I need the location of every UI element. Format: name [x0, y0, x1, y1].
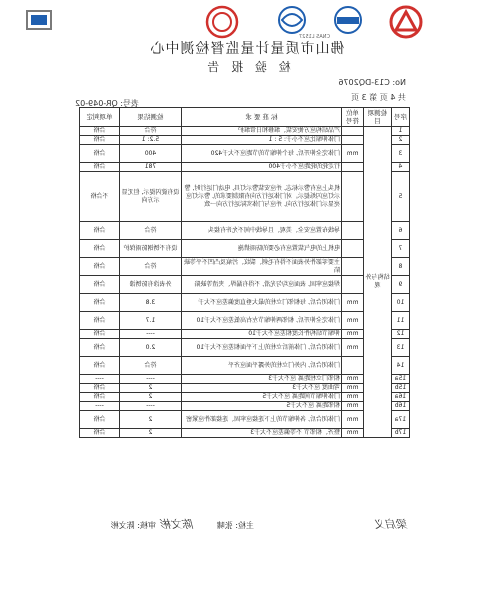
row-unit	[342, 136, 364, 145]
group-label: 结构与外观	[364, 127, 392, 438]
ilac-mra-logo	[274, 4, 310, 40]
row-unit	[342, 276, 364, 294]
row-judgement: 合格	[80, 136, 120, 145]
row-unit	[342, 240, 364, 258]
row-seq: 2	[392, 136, 410, 145]
row-seq: 6	[392, 222, 410, 240]
table-row	[80, 393, 410, 402]
table-row	[80, 357, 410, 375]
row-seq: 12	[392, 330, 410, 339]
row-unit	[342, 222, 364, 240]
row-requirement: 门体闭合后, 内外门立柱的外露平面应齐平	[182, 357, 342, 375]
approver-label: 主检: 张啸	[216, 521, 254, 530]
row-requirement: 伸缩节结构件长度相差应不大于10	[182, 330, 342, 339]
row-unit: mm	[342, 312, 364, 330]
row-judgement: 合格	[80, 294, 120, 312]
row-result: 外表涂有防锈漆	[120, 276, 182, 294]
row-unit: mm	[342, 402, 364, 411]
reviewer-label: 审核: 陈文彬	[110, 521, 156, 530]
row-seq: 8	[392, 258, 410, 276]
row-unit: mm	[342, 330, 364, 339]
row-unit	[342, 172, 364, 222]
header-seq: 序号	[392, 108, 410, 127]
table-row	[80, 145, 410, 163]
table-row	[80, 136, 410, 145]
row-requirement: 产品结构应方便安装、维修和日常维护	[182, 127, 342, 136]
table-row	[80, 411, 410, 429]
row-requirement: 门体闭合后, 各伸缩节的上下连接应牢固、连接部件应紧密	[182, 411, 342, 429]
row-unit: mm	[342, 339, 364, 357]
row-requirement: 行走轮的轮距应不小于400	[182, 163, 342, 172]
row-requirement: 门体闭合后, 每相邻门立柱的最大垂直度偏差应不大于	[182, 294, 342, 312]
row-seq: 11	[392, 312, 410, 330]
row-seq: 15a	[392, 375, 410, 384]
row-seq: 13	[392, 339, 410, 357]
row-result: 2	[120, 393, 182, 402]
table-row	[80, 222, 410, 240]
row-unit	[342, 258, 364, 276]
row-result: 1.7	[120, 312, 182, 330]
report-title: 检 验 报 告	[203, 60, 291, 74]
row-seq: 9	[392, 276, 410, 294]
table-row	[80, 384, 410, 393]
row-judgement: 合格	[80, 240, 120, 258]
row-result: 5.2: 1	[120, 136, 182, 145]
row-unit: mm	[342, 145, 364, 163]
table-row	[80, 294, 410, 312]
row-result: 2	[120, 429, 182, 438]
row-judgement: 合格	[80, 357, 120, 375]
row-unit: mm	[342, 384, 364, 393]
row-result: 符合	[120, 357, 182, 375]
row-judgement: 不合格	[80, 172, 120, 222]
row-result: ----	[120, 375, 182, 384]
table-row	[80, 127, 410, 136]
table-row	[80, 312, 410, 330]
row-requirement: 相邻门立柱距离 应不大于3	[182, 375, 342, 384]
form-number: 表号: QR-049-02	[75, 99, 139, 108]
row-judgement: 合格	[80, 222, 120, 240]
row-result: 3.8	[120, 294, 182, 312]
row-judgement: 合格	[80, 330, 120, 339]
row-seq: 17b	[392, 429, 410, 438]
row-unit: mm	[342, 294, 364, 312]
signature-left: 梁启义	[375, 518, 408, 531]
row-requirement: 主要零部件外表面不得有毛刺、裂纹、污痕及凸凹不平等缺陷	[182, 258, 342, 276]
row-result: 设有旋闪提示, 但无显示方向	[120, 172, 182, 222]
row-seq: 10	[392, 294, 410, 312]
row-judgement: 合格	[80, 393, 120, 402]
row-unit	[342, 127, 364, 136]
row-result: 符合	[120, 127, 182, 136]
table-row	[80, 375, 410, 384]
row-seq: 14	[392, 357, 410, 375]
header-unit: 单位符号	[342, 108, 364, 127]
row-judgement: 合格	[80, 312, 120, 330]
header-item: 检测项目	[364, 108, 392, 127]
page-count: 共 4 页 第 3 页	[351, 93, 406, 102]
institution-title: 佛山市质量计量监督检测中心	[149, 41, 345, 57]
row-result: 400	[120, 145, 182, 163]
row-result: 符合	[120, 222, 182, 240]
row-judgement: 合格	[80, 163, 120, 172]
row-result: 2	[120, 411, 182, 429]
row-requirement: 弯曲度 应不大于3	[182, 384, 342, 393]
table-row	[80, 330, 410, 339]
table-row	[80, 402, 410, 411]
header-result: 检测结果	[120, 108, 182, 127]
row-seq: 16a	[392, 393, 410, 402]
row-judgement: 合格	[80, 145, 120, 163]
cnas-blue-logo	[299, 4, 366, 40]
row-requirement: 门体伸缩节间距离 应不大于5	[182, 393, 342, 402]
row-requirement: 电机上的电气装置应有必要的防雨措施	[182, 240, 342, 258]
header-requirement: 标 准 要 求	[182, 108, 342, 127]
row-unit: mm	[342, 393, 364, 402]
row-requirement: 门体闭合后, 门体前后立柱的上下平面相差应不大于10	[182, 339, 342, 357]
row-requirement: 门体完全伸开后, 相邻两伸缩节左右高低差应不大于10	[182, 312, 342, 330]
row-unit: mm	[342, 375, 364, 384]
table-row	[80, 258, 410, 276]
row-requirement: 导线布置应安全、美观、且导线中间不允许有接头	[182, 222, 342, 240]
header-judgement: 单项判定	[80, 108, 120, 127]
row-requirement: 整齐、相邻节 不等偏差应不大于3	[182, 429, 342, 438]
row-result: ----	[120, 330, 182, 339]
table-row	[80, 163, 410, 172]
row-unit	[342, 163, 364, 172]
signature-right: 陈文彬	[161, 518, 194, 531]
row-requirement: 相邻距离 应不大于5	[182, 402, 342, 411]
table-row	[80, 172, 410, 222]
row-unit: mm	[342, 429, 364, 438]
report-number: No: C13-DQ2076	[338, 78, 406, 87]
row-seq: 17a	[392, 411, 410, 429]
row-result: 2.0	[120, 339, 182, 357]
table-row	[80, 429, 410, 438]
row-judgement: 合格	[80, 429, 120, 438]
cma-ring-logo	[204, 4, 240, 40]
fom-logo	[24, 6, 54, 36]
row-seq: 7	[392, 240, 410, 258]
row-judgement: 合格	[80, 339, 120, 357]
row-judgement: 合格	[80, 127, 120, 136]
row-judgement: ----	[80, 375, 120, 384]
row-unit	[342, 357, 364, 375]
table-row	[80, 240, 410, 258]
cnas-caption: CNAS L1527	[299, 34, 330, 40]
row-result: ----	[120, 402, 182, 411]
row-judgement: 合格	[80, 411, 120, 429]
row-judgement: 合格	[80, 276, 120, 294]
row-result: 2	[120, 384, 182, 393]
row-result: 设有不锈钢防雨保护	[120, 240, 182, 258]
row-requirement: 机头上应有警示标志, 并应安装警示灯具, 电动门运行时, 警示灯应闪烁提示。对门体运行方向有限制要求的, 警示灯应亮显示门体运行方向, 并应与门体实际运行方向一致	[182, 172, 342, 222]
row-seq: 16b	[392, 402, 410, 411]
row-result: 符合	[120, 258, 182, 276]
row-unit: mm	[342, 411, 364, 429]
row-judgement: ----	[80, 402, 120, 411]
row-judgement: 合格	[80, 258, 120, 276]
cma-red-logo	[388, 4, 424, 40]
inspection-table	[79, 107, 410, 438]
row-requirement: 门体完全伸开后, 每个伸缩节的节距应不大于420	[182, 145, 342, 163]
row-seq: 1	[392, 127, 410, 136]
logo-strip	[0, 4, 494, 40]
row-seq: 15b	[392, 384, 410, 393]
table-header-row	[80, 108, 410, 127]
row-seq: 3	[392, 145, 410, 163]
row-result: 781	[120, 163, 182, 172]
table-row	[80, 339, 410, 357]
row-requirement: 门体伸缩比应不小于: 5 : 1	[182, 136, 342, 145]
row-requirement: 焊接应牢固, 表面应均匀光滑, 不得有漏焊、夹渣等缺陷	[182, 276, 342, 294]
row-seq: 5	[392, 172, 410, 222]
table-row	[80, 276, 410, 294]
row-judgement: 合格	[80, 384, 120, 393]
row-seq: 4	[392, 163, 410, 172]
